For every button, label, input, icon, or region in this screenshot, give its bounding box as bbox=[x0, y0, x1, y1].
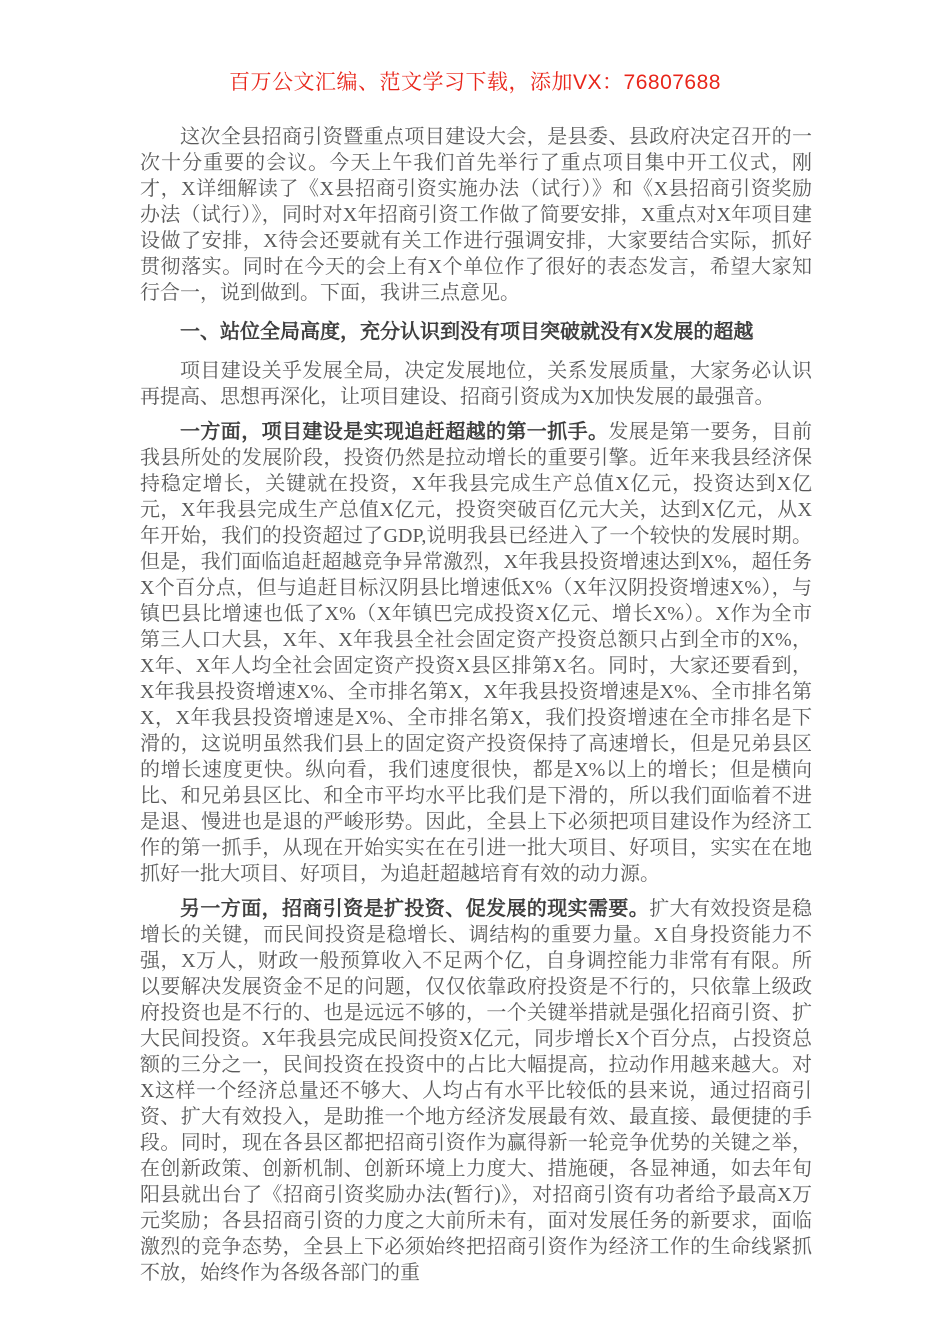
paragraph-aspect-1-lead: 一方面，项目建设是实现追赶超越的第一抓手。 bbox=[180, 421, 609, 443]
paragraph-aspect-2-body: 扩大有效投资是稳增长的关键，而民间投资是稳增长、调结构的重要力量。X自身投资能力不强，X万人，财政一般预算收入不足两个亿，自身调控能力非常有有限。所以要解决发展资金不足的问题，仅仅依靠政府投资是不行的，只依靠上级政府投资也是不行的、也是远远不够的，一个关键举措就是强化招商引资、扩大民间投资。X年我县完成民间投资X亿元，同步增长X个百分点，占投资总额的三分之一，民间投资在投资中的占比大幅提高，拉动作用越来越大。对X这样一个经济总量还不够大、人均占有水平比较低的县来说，通过招商引资、扩大有效投入，是助推一个地方经济发展最有效、最直接、最便捷的手段。同时，现在各县区都把招商引资作为赢得新一轮竞争优势的关键之举，在创新政策、创新机制、创新环境上力度大、措施硬，各显神通，如去年旬阳县就出台了《招商引资奖励办法(暂行)》，对招商引资有功者给予最高X万元奖励；各县招商引资的力度之大前所未有，面对发展任务的新要求，面临激烈的竞争态势，全县上下必须始终把招商引资作为经济工作的生命线紧抓不放，始终作为各级各部门的重 bbox=[140, 898, 813, 1284]
promo-header-text: 百万公文汇编、范文学习下载，添加VX：76807688 bbox=[229, 71, 721, 94]
paragraph-aspect-1 bbox=[140, 419, 812, 887]
paragraph-aspect-1-body: 发展是第一要务，目前我县所处的发展阶段，投资仍然是拉动增长的重要引擎。近年来我县经济保持稳定增长，关键就在投资，X年我县完成生产总值X亿元，投资达到X亿元，X年我县完成生产总值X亿元，投资突破百亿元大关，达到X亿元，从X年开始，我们的投资超过了GDP,说明我县已经进入了一个较快的发展时期。但是，我们面临追赶超越竞争异常激烈，X年我县投资增速达到X%，超任务X个百分点，但与追赶目标汉阴县比增速低X%（X年汉阴投资增速X%），与镇巴县比增速也低了X%（X年镇巴完成投资X亿元、增长X%）。X作为全市第三人口大县，X年、X年我县全社会固定资产投资总额只占到全市的X%，X年、X年人均全社会固定资产投资X县区排第X名。同时，大家还要看到，X年我县投资增速X%、全市排名第X，X年我县投资增速是X%、全市排名第X，X年我县投资增速是X%、全市排名第X，我们投资增速在全市排名是下滑的，这说明虽然我们县上的固定资产投资保持了高速增长，但是兄弟县区的增长速度更快。纵向看，我们速度很快，都是X%以上的增长；但是横向比、和兄弟县区比、和全市平均水平比我们是下滑的，所以我们面临着不进是退、慢进也是退的严峻形势。因此，全县上下必须把项目建设作为经济工作的第一抓手，从现在开始实实在在引进一批大项目、好项目，实实在在地抓好一批大项目、好项目，为追赶超越培育有效的动力源。 bbox=[140, 421, 813, 885]
document-body bbox=[140, 124, 812, 1286]
paragraph-overview: 项目建设关乎发展全局，决定发展地位，关系发展质量，大家务必认识再提高、思想再深化，让项目建设、招商引资成为X加快发展的最强音。 bbox=[140, 360, 812, 408]
paragraph-aspect-2-lead: 另一方面，招商引资是扩投资、促发展的现实需要。 bbox=[180, 898, 650, 920]
section-heading-1: 一、站位全局高度，充分认识到没有项目突破就没有X发展的超越 bbox=[180, 321, 754, 343]
paragraph-intro: 这次全县招商引资暨重点项目建设大会，是县委、县政府决定召开的一次十分重要的会议。今天上午我们首先举行了重点项目集中开工仪式，刚才，X详细解读了《X县招商引资实施办法（试行）》和《X县招商引资奖励办法（试行）》，同时对X年招商引资工作做了简要安排，X重点对X年项目建设做了安排，X待会还要就有关工作进行强调安排，大家要结合实际，抓好贯彻落实。同时在今天的会上有X个单位作了很好的表态发言，希望大家知行合一，说到做到。下面，我讲三点意见。 bbox=[140, 126, 812, 304]
paragraph-aspect-2 bbox=[140, 896, 812, 1286]
